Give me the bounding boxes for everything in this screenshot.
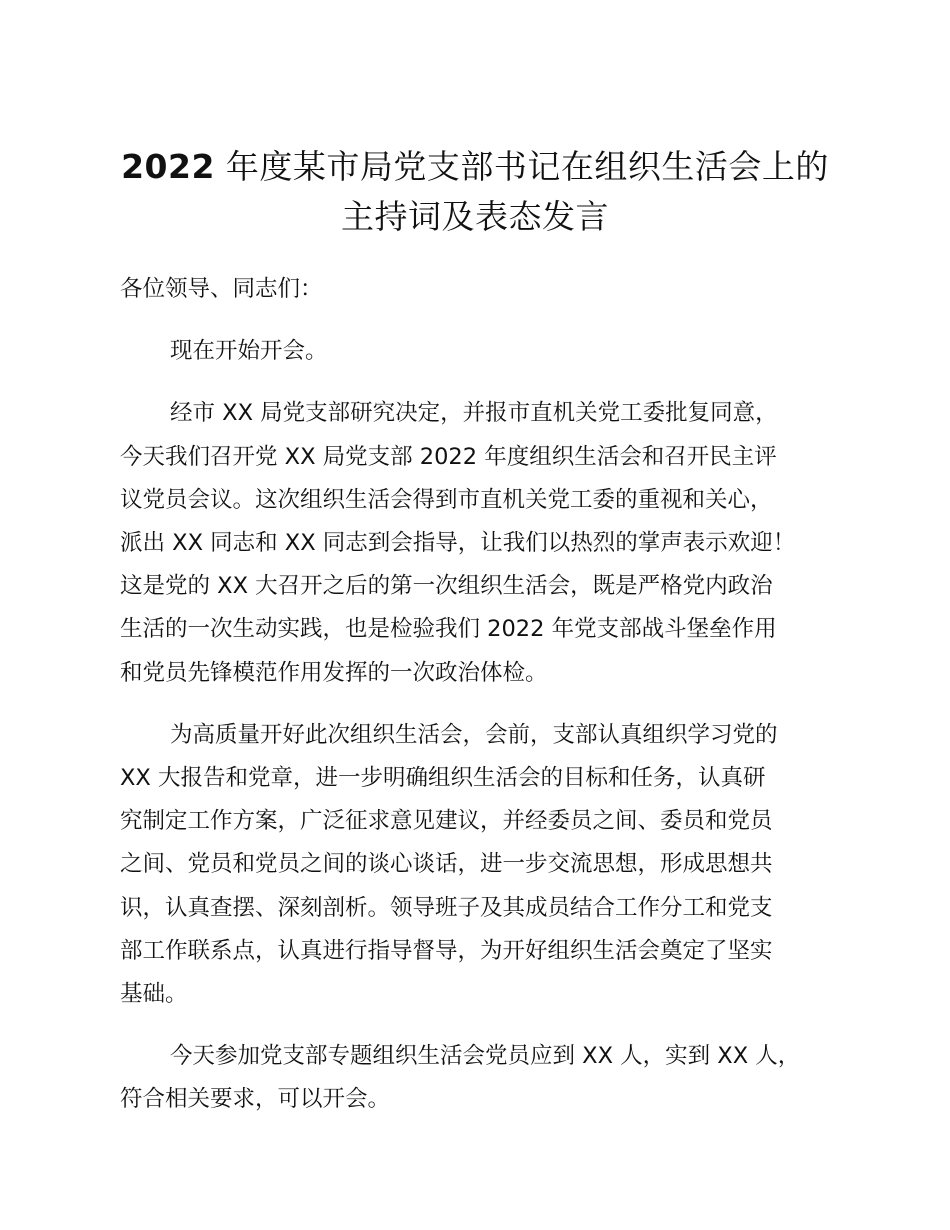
paragraph-line: 议党员会议。这次组织生活会得到市直机关党工委的重视和关心，	[120, 486, 773, 513]
paragraph-line: 今天我们召开党 XX 局党支部 2022 年度组织生活会和召开民主评	[120, 443, 777, 470]
paragraph-line: 经市 XX 局党支部研究决定，并报市直机关党工委批复同意，	[170, 400, 778, 427]
title-year: 2022	[121, 147, 215, 186]
paragraph-line: XX 大报告和党章，进一步明确组织生活会的目标和任务，认真研	[120, 765, 766, 792]
paragraph-line: 为高质量开好此次组织生活会，会前，支部认真组织学习党的	[170, 721, 778, 748]
title-line-1	[90, 142, 860, 192]
paragraph-attendance	[120, 1035, 865, 1121]
paragraph-line: 今天参加党支部专题组织生活会党员应到 XX 人，实到 XX 人，	[170, 1043, 801, 1070]
paragraph-line: 生活的一次生动实践，也是检验我们 2022 年党支部战斗堡垒作用	[120, 616, 777, 643]
paragraph-line: 之间、党员和党员之间的谈心谈话，进一步交流思想，形成思想共	[120, 851, 773, 878]
document-body	[120, 268, 865, 1141]
paragraph-line: 派出 XX 同志和 XX 同志到会指导，让我们以热烈的掌声表示欢迎！	[120, 530, 796, 557]
paragraph-line: 现在开始开会。	[170, 338, 328, 365]
document-title	[90, 142, 860, 242]
paragraph-line: 基础。	[120, 981, 188, 1008]
paragraph-line: 和党员先锋模范作用发挥的一次政治体检。	[120, 659, 548, 686]
paragraph-line: 部工作联系点，认真进行指导督导，为开好组织生活会奠定了坚实	[120, 937, 773, 964]
paragraph-line: 这是党的 XX 大召开之后的第一次组织生活会，既是严格党内政治	[120, 573, 773, 600]
paragraph-line: 符合相关要求，可以开会。	[120, 1086, 391, 1113]
salutation: 各位领导、同志们：	[120, 276, 323, 302]
title-line-2: 主持词及表态发言	[341, 197, 609, 236]
paragraph-opening	[120, 330, 865, 373]
paragraph-meeting-intro	[120, 392, 865, 694]
title-line-1-text: 年度某市局党支部书记在组织生活会上的	[214, 147, 829, 186]
paragraph-preparation	[120, 714, 865, 1016]
paragraph-line: 识，认真查摆、深刻剖析。领导班子及其成员结合工作分工和党支	[120, 894, 773, 921]
paragraph-line: 究制定工作方案，广泛征求意见建议，并经委员之间、委员和党员	[120, 808, 773, 835]
